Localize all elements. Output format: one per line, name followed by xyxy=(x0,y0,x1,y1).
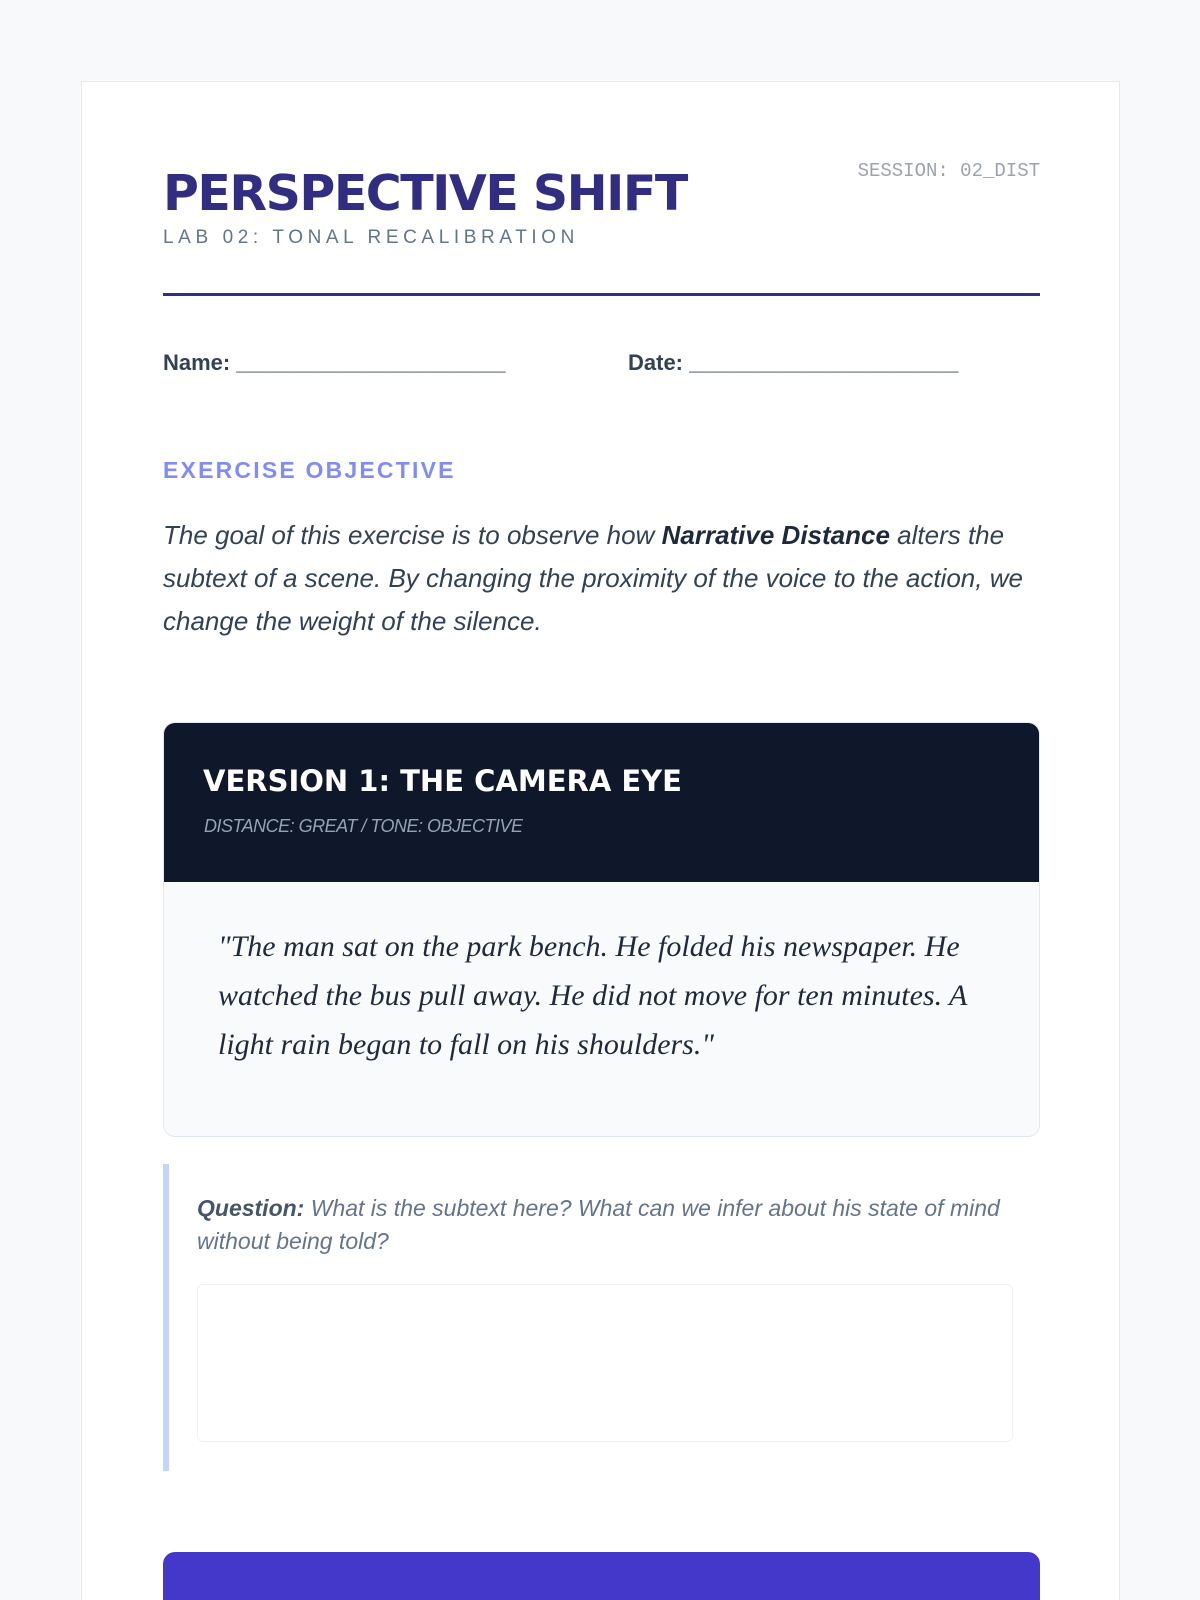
student-fields xyxy=(163,350,1040,380)
objective-heading: EXERCISE OBJECTIVE xyxy=(163,457,456,483)
version-meta: DISTANCE: GREAT / TONE: OBJECTIVE xyxy=(204,816,523,836)
question-prompt: What is the subtext here? What can we infer about his state of mind without being told? xyxy=(197,1195,1000,1254)
session-code: SESSION: 02_DIST xyxy=(857,160,1040,182)
worksheet-page xyxy=(81,81,1120,1600)
name-field[interactable]: Name: ______________________ xyxy=(163,350,506,375)
objective-text xyxy=(163,514,1043,643)
date-field[interactable]: Date: ______________________ xyxy=(628,350,959,375)
answer-box[interactable] xyxy=(197,1284,1013,1442)
question-block xyxy=(163,1164,1040,1471)
objective-text-after: alters the subtext of a scene. By changing the proximity of the voice to the action, we change the weight of the silence. xyxy=(163,520,1023,636)
objective-text-before: The goal of this exercise is to observe how xyxy=(163,520,662,550)
page-subtitle: LAB 02: TONAL RECALIBRATION xyxy=(163,227,579,248)
version-card-header xyxy=(164,723,1039,882)
objective-emphasis: Narrative Distance xyxy=(661,520,890,550)
question-text xyxy=(197,1192,1017,1258)
worksheet-header xyxy=(163,160,1040,296)
next-version-header xyxy=(163,1552,1040,1600)
version-card xyxy=(163,722,1040,1137)
question-label: Question: xyxy=(197,1195,305,1221)
passage-quote: "The man sat on the park bench. He folded his newspaper. He watched the bus pull away. He did not move for ten minutes. A light rain began to fall on his shoulders." xyxy=(218,930,967,1061)
version-title: VERSION 1: THE CAMERA EYE xyxy=(203,764,682,798)
page-title: PERSPECTIVE SHIFT xyxy=(163,165,687,222)
